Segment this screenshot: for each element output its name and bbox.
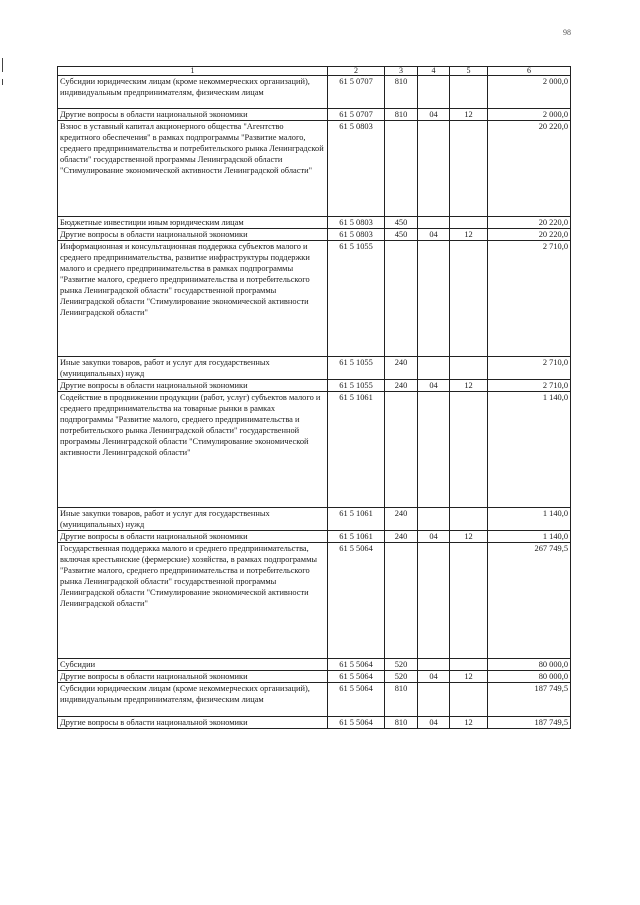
cell-c2: 61 5 0803 [328,229,385,241]
table-row [58,109,571,121]
cell-c5 [450,217,488,229]
cell-c5 [450,392,488,508]
cell-c3 [385,543,418,659]
cell-c3 [385,392,418,508]
cell-c4 [418,508,450,531]
cell-c6: 20 220,0 [488,121,571,217]
cell-c5 [450,659,488,671]
cell-c5 [450,76,488,109]
cell-c3: 240 [385,508,418,531]
table-row [58,508,571,531]
cell-c4: 04 [418,717,450,729]
cell-c5: 12 [450,109,488,121]
cell-c6: 2 000,0 [488,109,571,121]
cell-c2: 61 5 1061 [328,392,385,508]
cell-c5: 12 [450,380,488,392]
cell-c2: 61 5 5064 [328,543,385,659]
table-row [58,683,571,717]
cell-c3 [385,121,418,217]
table-row [58,357,571,380]
cell-c6: 80 000,0 [488,659,571,671]
cell-c4: 04 [418,531,450,543]
cell-c3: 450 [385,217,418,229]
cell-c2: 61 5 5064 [328,659,385,671]
cell-c3: 240 [385,357,418,380]
column-header: 2 [328,67,385,76]
cell-c5: 12 [450,531,488,543]
row-label: Субсидии юридическим лицам (кроме некоммерческих организаций), индивидуальным предпринимателям, физическим лицам [58,76,328,109]
row-label: Другие вопросы в области национальной экономики [58,229,328,241]
cell-c3 [385,241,418,357]
row-label: Информационная и консультационная поддержка субъектов малого и среднего предпринимательства, развитие инфраструктуры поддержки малого и среднего предпринимательства в рамках подпрограммы "Развитие малого, среднего предпринимательства и потребительского рынка Ленинградской области" государственной программы Ленинградской области "Стимулирование экономической активности Ленинградской области" [58,241,328,357]
column-header: 6 [488,67,571,76]
row-label: Взнос в уставный капитал акционерного общества "Агентство кредитного обеспечения" в рамках подпрограммы "Развитие малого, среднего предпринимательства и потребительского рынка Ленинградской области" государственной программы Ленинградской области "Стимулирование экономической активности Ленинградской области" [58,121,328,217]
cell-c3: 810 [385,717,418,729]
cell-c6: 2 000,0 [488,76,571,109]
row-label: Другие вопросы в области национальной экономики [58,671,328,683]
cell-c3: 810 [385,683,418,717]
column-header: 3 [385,67,418,76]
cell-c4: 04 [418,229,450,241]
cell-c2: 61 5 5064 [328,671,385,683]
table-row [58,380,571,392]
table-row [58,531,571,543]
cell-c3: 240 [385,531,418,543]
header-row [58,67,571,76]
cell-c4: 04 [418,380,450,392]
table-row [58,392,571,508]
cell-c6: 1 140,0 [488,508,571,531]
cell-c2: 61 5 1061 [328,508,385,531]
cell-c4 [418,683,450,717]
cell-c6: 1 140,0 [488,531,571,543]
cell-c2: 61 5 1061 [328,531,385,543]
cell-c2: 61 5 1055 [328,357,385,380]
cell-c3: 520 [385,659,418,671]
cell-c2: 61 5 5064 [328,683,385,717]
page-number: 98 [563,28,571,37]
cell-c2: 61 5 0707 [328,109,385,121]
table-row [58,121,571,217]
row-label: Субсидии юридическим лицам (кроме некоммерческих организаций), индивидуальным предпринимателям, физическим лицам [58,683,328,717]
budget-table [57,66,571,729]
cell-c3: 520 [385,671,418,683]
scan-edge-mark [2,58,3,72]
cell-c5: 12 [450,229,488,241]
cell-c3: 240 [385,380,418,392]
cell-c5 [450,508,488,531]
table-row [58,543,571,659]
cell-c6: 2 710,0 [488,241,571,357]
row-label: Содействие в продвижении продукции (работ, услуг) субъектов малого и среднего предпринимательства на товарные рынки в рамках подпрограммы "Развитие малого, среднего предпринимательства и потребительского рынка Ленинградской области" государственной программы Ленинградской области "Стимулирование экономической активности Ленинградской области" [58,392,328,508]
cell-c2: 61 5 0707 [328,76,385,109]
cell-c6: 20 220,0 [488,217,571,229]
cell-c6: 187 749,5 [488,717,571,729]
cell-c3: 810 [385,76,418,109]
cell-c5: 12 [450,671,488,683]
row-label: Государственная поддержка малого и среднего предпринимательства, включая крестьянские (фермерские) хозяйства, в рамках подпрограммы "Развитие малого, среднего предпринимательства и потребительского рынка Ленинградской области" государственной программы Ленинградской области "Стимулирование экономической активности Ленинградской области" [58,543,328,659]
table-row [58,229,571,241]
column-header: 4 [418,67,450,76]
cell-c4 [418,543,450,659]
cell-c2: 61 5 5064 [328,717,385,729]
cell-c4 [418,76,450,109]
row-label: Другие вопросы в области национальной экономики [58,109,328,121]
table-row [58,217,571,229]
cell-c5 [450,543,488,659]
cell-c4 [418,392,450,508]
table-row [58,717,571,729]
cell-c3: 450 [385,229,418,241]
cell-c2: 61 5 0803 [328,217,385,229]
column-header: 5 [450,67,488,76]
cell-c6: 80 000,0 [488,671,571,683]
cell-c3: 810 [385,109,418,121]
table-row [58,671,571,683]
cell-c4 [418,217,450,229]
cell-c5 [450,121,488,217]
cell-c4: 04 [418,671,450,683]
cell-c6: 2 710,0 [488,357,571,380]
cell-c2: 61 5 1055 [328,241,385,357]
cell-c5: 12 [450,717,488,729]
table-row [58,659,571,671]
cell-c4: 04 [418,109,450,121]
table-row [58,241,571,357]
row-label: Иные закупки товаров, работ и услуг для государственных (муниципальных) нужд [58,508,328,531]
row-label: Другие вопросы в области национальной экономики [58,717,328,729]
cell-c5 [450,357,488,380]
column-header: 1 [58,67,328,76]
row-label: Субсидии [58,659,328,671]
cell-c5 [450,683,488,717]
table-row [58,76,571,109]
cell-c2: 61 5 1055 [328,380,385,392]
cell-c6: 1 140,0 [488,392,571,508]
row-label: Иные закупки товаров, работ и услуг для государственных (муниципальных) нужд [58,357,328,380]
cell-c4 [418,121,450,217]
cell-c4 [418,357,450,380]
cell-c6: 267 749,5 [488,543,571,659]
cell-c4 [418,659,450,671]
cell-c6: 20 220,0 [488,229,571,241]
cell-c2: 61 5 0803 [328,121,385,217]
cell-c4 [418,241,450,357]
cell-c5 [450,241,488,357]
row-label: Бюджетные инвестиции иным юридическим лицам [58,217,328,229]
row-label: Другие вопросы в области национальной экономики [58,531,328,543]
scan-edge-mark [2,79,3,85]
cell-c6: 2 710,0 [488,380,571,392]
row-label: Другие вопросы в области национальной экономики [58,380,328,392]
cell-c6: 187 749,5 [488,683,571,717]
